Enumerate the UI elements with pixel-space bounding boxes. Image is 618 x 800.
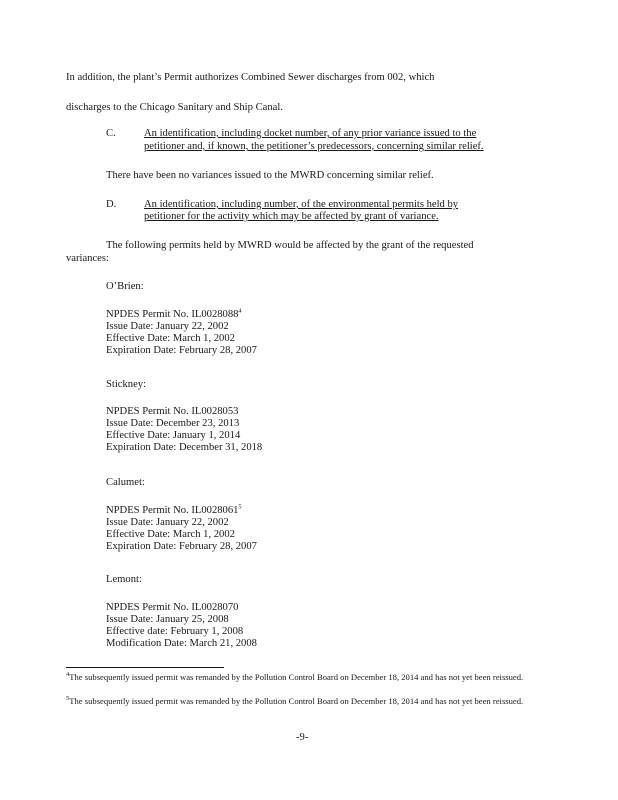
permit-number: NPDES Permit No. IL0028070 — [106, 602, 239, 613]
footnote-number: 4 — [66, 671, 70, 679]
permit-number: NPDES Permit No. IL0028061 — [106, 505, 239, 516]
footnote-ref: 4 — [238, 307, 242, 315]
item-c-label: C. — [106, 128, 116, 139]
permit-issue-date: Issue Date: December 23, 2013 — [106, 417, 240, 429]
footnote-ref: 5 — [238, 503, 242, 511]
intro-line-2: discharges to the Chicago Sanitary and Ship Canal. — [66, 102, 283, 113]
permit-expiration-date: Expiration Date: December 31, 2018 — [106, 441, 263, 453]
item-c-response: There have been no variances issued to the MWRD concerning similar relief. — [106, 170, 434, 181]
plant-name-obrien: O’Brien: — [106, 281, 144, 292]
footnote-4 — [66, 673, 554, 683]
intro-line-1: In addition, the plant’s Permit authorizes Combined Sewer discharges from 002, which — [66, 72, 435, 83]
permit-block-lemont — [106, 602, 257, 649]
permit-number: NPDES Permit No. IL0028088 — [106, 309, 239, 320]
footnote-separator — [66, 667, 224, 668]
permit-issue-date: Issue Date: January 25, 2008 — [106, 613, 229, 625]
item-d-line-1: An identification, including number, of the environmental permits held by — [144, 199, 459, 210]
permit-effective-date: Effective Date: January 1, 2014 — [106, 429, 241, 441]
plant-name-calumet: Calumet: — [106, 477, 145, 488]
permit-effective-date: Effective Date: March 1, 2002 — [106, 332, 235, 344]
permit-modification-date: Modification Date: March 21, 2008 — [106, 637, 257, 649]
footnote-text: The subsequently issued permit was remanded by the Pollution Control Board on December 18, 2014 and has not yet been reissued. — [69, 696, 524, 706]
item-d-response-line-1: The following permits held by MWRD would be affected by the grant of the requested — [106, 240, 474, 251]
permit-block-obrien — [106, 309, 257, 356]
footnote-number: 5 — [66, 695, 70, 703]
page-number: -9- — [296, 732, 309, 743]
footnote-text: The subsequently issued permit was remanded by the Pollution Control Board on December 18, 2014 and has not yet been reissued. — [69, 672, 524, 682]
permit-block-calumet — [106, 505, 257, 552]
permit-block-stickney — [106, 406, 262, 453]
permit-effective-date: Effective date: February 1, 2008 — [106, 625, 244, 637]
item-d-label: D. — [106, 199, 117, 210]
permit-issue-date: Issue Date: January 22, 2002 — [106, 320, 229, 332]
permit-number: NPDES Permit No. IL0028053 — [106, 406, 239, 417]
item-d-line-2: petitioner for the activity which may be affected by grant of variance. — [144, 211, 439, 222]
permit-issue-date: Issue Date: January 22, 2002 — [106, 516, 229, 528]
item-c-heading — [106, 128, 476, 140]
permit-effective-date: Effective Date: March 1, 2002 — [106, 528, 235, 540]
item-c-line-1: An identification, including docket number, of any prior variance issued to the — [144, 128, 477, 139]
item-c-line-2: petitioner and, if known, the petitioner’s predecessors, concerning similar relief. — [144, 141, 484, 152]
plant-name-stickney: Stickney: — [106, 379, 147, 390]
item-d-response-line-2: variances: — [66, 253, 109, 264]
permit-expiration-date: Expiration Date: February 28, 2007 — [106, 540, 257, 552]
permit-expiration-date: Expiration Date: February 28, 2007 — [106, 344, 257, 356]
footnote-5 — [66, 697, 554, 707]
item-d-heading — [106, 199, 458, 211]
plant-name-lemont: Lemont: — [106, 574, 142, 585]
